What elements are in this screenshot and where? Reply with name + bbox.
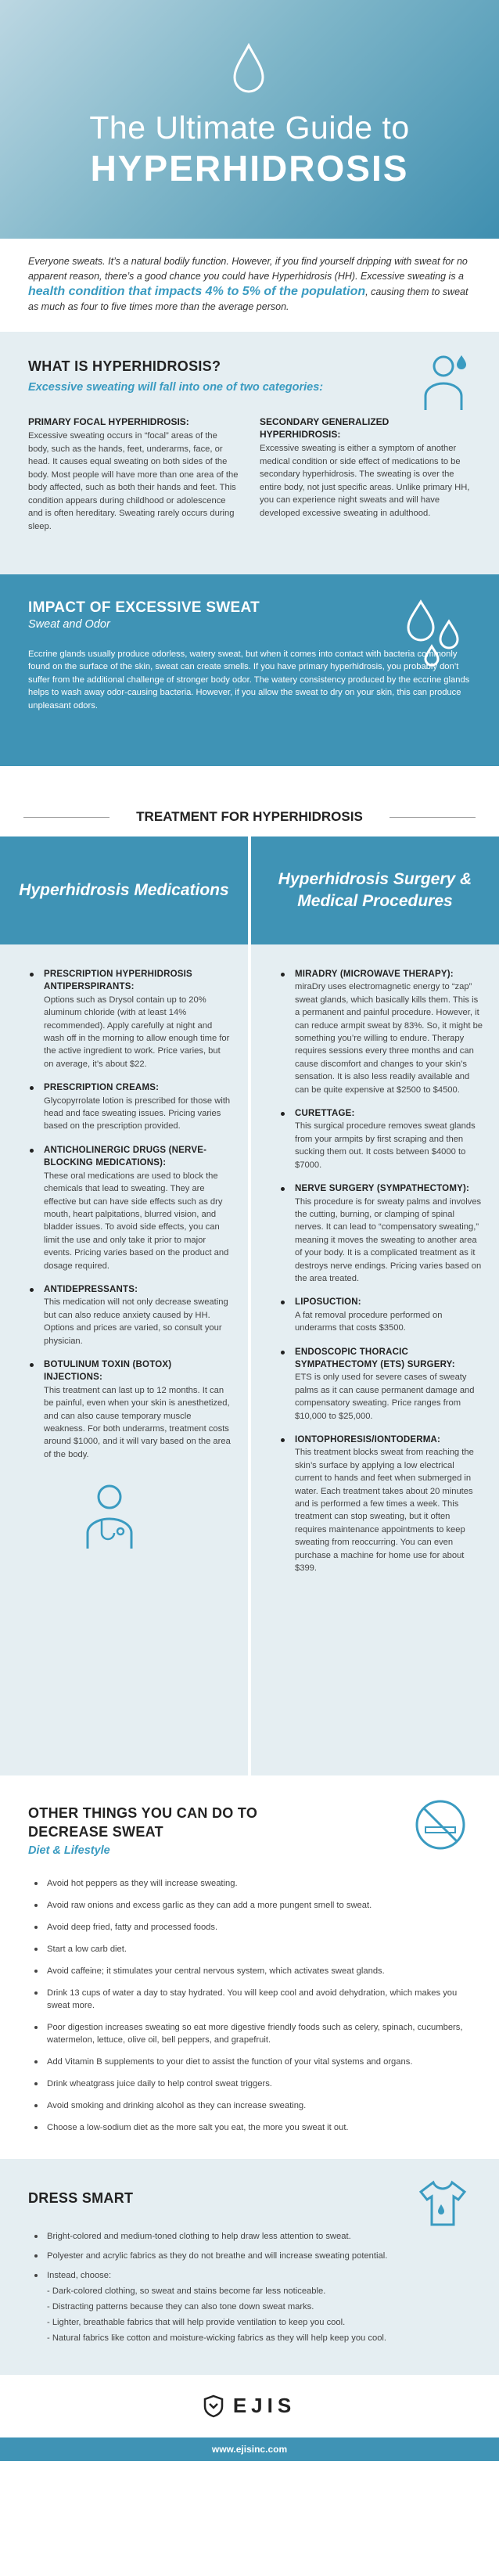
what-is-section: [0, 332, 499, 574]
secondary-generalized-title: SECONDARY GENERALIZED HYPERHIDROSIS:: [260, 416, 390, 440]
treatment-item: [275, 1434, 483, 1574]
dress-title: DRESS SMART: [28, 2190, 134, 2206]
dress-choice: - Dark-colored clothing, so sweat and stains become far less noticeable.: [47, 2286, 326, 2296]
dress-smart-section: [0, 2159, 499, 2375]
treatment-item-text: Glycopyrrolate lotion is prescribed for those with head and face sweating issues. Pricing varies based on the prescription provided.: [44, 1096, 231, 1131]
dress-choice: - Natural fabrics like cotton and moisture-wicking fabrics as they will help keep you cool.: [47, 2333, 387, 2343]
treatment-item-text: This surgical procedure removes sweat glands from your armpits by first scraping and then sucking them out. It costs between $4000 to $7000.: [295, 1121, 476, 1170]
tshirt-icon: [418, 2178, 468, 2228]
treatment-item: [23, 1283, 232, 1347]
dress-choice: - Distracting patterns because they can also tone down sweat marks.: [47, 2302, 314, 2312]
doctor-icon: [78, 1480, 141, 1550]
treatment-item: [23, 1144, 232, 1272]
procedures-heading: Hyperhidrosis Surgery & Medical Procedures: [251, 836, 499, 944]
intro-text-after: , causing them to sweat as much as four to five times more than the average person.: [28, 286, 468, 312]
diet-list-item: Choose a low-sodium diet as the more salt you eat, the more you sweat it out.: [28, 2121, 471, 2134]
dress-list-item: Polyester and acrylic fabrics as they do not breathe and will increase sweating potential.: [28, 2250, 471, 2262]
water-drop-icon: [230, 43, 267, 95]
diet-list-item: Drink 13 cups of water a day to stay hydrated. You will keep cool and avoid dehydration, which makes you sweat more.: [28, 1987, 471, 2012]
treatment-item-title: IONTOPHORESIS/IONTODERMA:: [295, 1435, 441, 1445]
footer: [0, 2375, 499, 2437]
hero-title-line1: The Ultimate Guide to: [89, 110, 410, 146]
intro-text-before: Everyone sweats. It’s a natural bodily function. However, if you find yourself dripping with sweat for no apparent reason, there’s a good chance you could have Hyperhidrosis (HH). Excessive sweating is a: [28, 256, 468, 282]
treatment-item-title: PRESCRIPTION HYPERHIDROSIS ANTIPERSPIRANTS:: [44, 970, 192, 992]
diet-list-item: Add Vitamin B supplements to your diet to assist the function of your vital systems and organs.: [28, 2056, 471, 2068]
treatment-item-title: BOTULINUM TOXIN (BOTOX) INJECTIONS:: [44, 1359, 172, 1383]
treatment-item-title: ANTICHOLINERGIC DRUGS (NERVE-BLOCKING MEDICATIONS):: [44, 1145, 207, 1168]
primary-focal-text: Excessive sweating occurs in “focal” areas of the body, such as the hands, feet, underarms, face, or head. It causes equal sweating on both sides of the body. Most people will have more than one area of the body affected, such as both their hands and feet. This condition appears during childhood or adolescence and is often hereditary. Sweating rarely occurs during sleep.: [28, 431, 239, 531]
treatment-item-text: This treatment blocks sweat from reaching the skin’s surface by applying a low electrical current to hands and feet when submerged in water. Each treatment takes about 20 minutes and is performed a few times a week. This treatment can stop sweating, but it often requires maintenance appointments to keep sweating from reoccurring. You can even purchase a machine for home use for about $399.: [295, 1448, 474, 1574]
treatment-item-text: This medication will not only decrease sweating but can also reduce anxiety caused by HH. Options and prices are varied, so consult your physician.: [44, 1297, 228, 1346]
medications-column: [0, 836, 248, 1775]
other-subtitle: Diet & Lifestyle: [28, 1844, 110, 1857]
sweating-person-icon: [418, 349, 472, 412]
diet-list-item: Poor digestion increases sweating so eat more digestive friendly foods such as celery, spinach, cucumbers, watermelon, lettuce, olive oil, bell peppers, and grapefruit.: [28, 2021, 471, 2046]
dress-list: [28, 2230, 471, 2344]
ejis-logo[interactable]: [203, 2394, 296, 2418]
diet-list-item: Drink wheatgrass juice daily to help control sweat triggers.: [28, 2078, 471, 2090]
divider-right: [390, 817, 476, 818]
treatment-item-text: This procedure is for sweaty palms and involves the cutting, burning, or clamping of spinal nerves. It can lead to “compensatory sweating,” meaning it moves the sweating to another area of your body. It is a complicated treatment as it destroys nerve endings. Pricing varies based on the area treated.: [295, 1196, 482, 1283]
sweat-drops-icon: [397, 598, 468, 676]
what-is-subtitle: Excessive sweating will fall into one of two categories:: [28, 381, 324, 394]
diet-list: [28, 1877, 471, 2134]
diet-list-item: Avoid deep fried, fatty and processed foods.: [28, 1921, 471, 1934]
treatment-item: [275, 968, 483, 1096]
treatment-item: [275, 1346, 483, 1423]
treatment-header: [0, 797, 499, 836]
treatment-item-title: ENDOSCOPIC THORACIC SYMPATHECTOMY (ETS) SURGERY:: [295, 1347, 455, 1369]
treatment-item: [23, 1081, 232, 1133]
treatment-item: [23, 1358, 232, 1461]
treatment-item-text: miraDry uses electromagnetic energy to “zap” sweat glands, which basically kills them. This is a permanent and painful procedure. However, it can reduce armpit sweat by 83%. So, it might be something you’re willing to endure. Therapy requires sessions every three months and can cause discomfort and changes to your skin’s sensation. It is also less readily available and can be quite expensive at $2500 to $4500.: [295, 982, 483, 1095]
treatment-title: TREATMENT FOR HYPERHIDROSIS: [136, 809, 363, 824]
logo-text: EJIS: [232, 2394, 296, 2417]
primary-focal-title: PRIMARY FOCAL HYPERHIDROSIS:: [28, 416, 189, 427]
impact-text: Eccrine glands usually produce odorless, watery sweat, but when it comes into contact with bacteria commonly found on the surface of the skin, sweat can create smells. If you have primary hyperhidrosis, you probably don’t suffer from the additional challenge of stronger body odor. The watery consistency produced by the eccrine glands helps to wash away odor-causing bacteria. However, if you allow the sweat to dry on your skin, this can produce unpleasant odors.: [28, 649, 470, 711]
hero-banner: [0, 0, 499, 239]
treatment-item-text: This treatment can last up to 12 months. It can be painful, even when your skin is anesthetized, and can also cause temporary muscle weakness. For both underarms, treatment costs around $1000, and it will vary based on the area of the body.: [44, 1385, 231, 1459]
treatment-item: [275, 1107, 483, 1171]
secondary-generalized-text: Excessive sweating is either a symptom of another medical condition or side effect of medications to be secondary hyperhidrosis. The sweating is over the entire body, not just specific areas. Unlike primary HH, you can experience night sweats and will have developed excessive sweating in adulthood.: [260, 444, 470, 518]
impact-section: [0, 574, 499, 766]
medications-list: [0, 944, 248, 1461]
other-things-section: [0, 1775, 499, 2159]
treatment-item-title: LIPOSUCTION:: [295, 1297, 361, 1308]
procedures-list: [251, 944, 499, 1574]
website-url[interactable]: www.ejisinc.com: [0, 2437, 499, 2461]
dress-list-item: Bright-colored and medium-toned clothing to help draw less attention to sweat.: [28, 2230, 471, 2243]
treatment-item: [275, 1182, 483, 1285]
treatment-item-text: These oral medications are used to block the chemicals that lead to sweating. They are effective but can have side effects such as dry mouth, heart palpitations, blurred vision, and bladder issues. To avoid side effects, you can limit the use and only take it prior to major events. Pricing varies based on the product and dosage required.: [44, 1171, 229, 1271]
diet-list-item: Avoid smoking and drinking alcohol as they can increase sweating.: [28, 2099, 471, 2112]
dress-instead-label: Instead, choose:: [47, 2271, 112, 2280]
treatment-item-text: ETS is only used for severe cases of sweaty palms as it can cause permanent damage and compensatory sweating. Price ranges from $10,000 to $25,000.: [295, 1373, 475, 1421]
impact-subtitle: Sweat and Odor: [28, 618, 110, 631]
medications-heading: Hyperhidrosis Medications: [0, 836, 248, 944]
diet-list-item: Avoid caffeine; it stimulates your central nervous system, which activates sweat glands.: [28, 1965, 471, 1977]
treatment-item-text: A fat removal procedure performed on underarms that costs $3500.: [295, 1310, 443, 1333]
diet-list-item: Avoid raw onions and excess garlic as they can add a more pungent smell to sweat.: [28, 1899, 471, 1912]
treatment-item-title: MIRADRY (MICROWAVE THERAPY):: [295, 970, 454, 979]
treatment-item: [23, 968, 232, 1070]
treatment-item-title: PRESCRIPTION CREAMS:: [44, 1083, 160, 1093]
secondary-generalized-column: [260, 416, 471, 533]
dress-choice: - Lighter, breathable fabrics that will help provide ventilation to keep you cool.: [47, 2318, 346, 2327]
intro-highlight: health condition that impacts 4% to 5% of the population: [28, 285, 366, 298]
divider-left: [23, 817, 109, 818]
primary-focal-column: [28, 416, 239, 533]
treatment-item-text: Options such as Drysol contain up to 20% aluminum chloride (with at least 14% recommended). Apply carefully at night and wash off in the morning to allow enough time for the active ingredient to work. Price varies, but on average, it’s about $22.: [44, 995, 230, 1069]
procedures-column: [251, 836, 499, 1775]
diet-list-item: Avoid hot peppers as they will increase sweating.: [28, 1877, 471, 1890]
no-smoking-icon: [413, 1797, 468, 1852]
diet-list-item: Start a low carb diet.: [28, 1943, 471, 1955]
impact-title: IMPACT OF EXCESSIVE SWEAT: [28, 599, 260, 616]
other-title-line2: DECREASE SWEAT: [28, 1824, 163, 1840]
dress-instead-item: [28, 2269, 471, 2344]
treatment-columns: [0, 836, 499, 1775]
treatment-item-title: ANTIDEPRESSANTS:: [44, 1284, 138, 1294]
treatment-item: [275, 1296, 483, 1334]
what-is-title: WHAT IS HYPERHIDROSIS?: [28, 358, 221, 374]
shield-icon: [203, 2394, 224, 2418]
intro-paragraph: [0, 239, 499, 332]
other-title-line1: OTHER THINGS YOU CAN DO TO: [28, 1805, 258, 1821]
treatment-item-title: NERVE SURGERY (SYMPATHECTOMY):: [295, 1184, 470, 1194]
treatment-item-title: CURETTAGE:: [295, 1109, 355, 1119]
hero-title-line2: HYPERHIDROSIS: [90, 148, 409, 189]
